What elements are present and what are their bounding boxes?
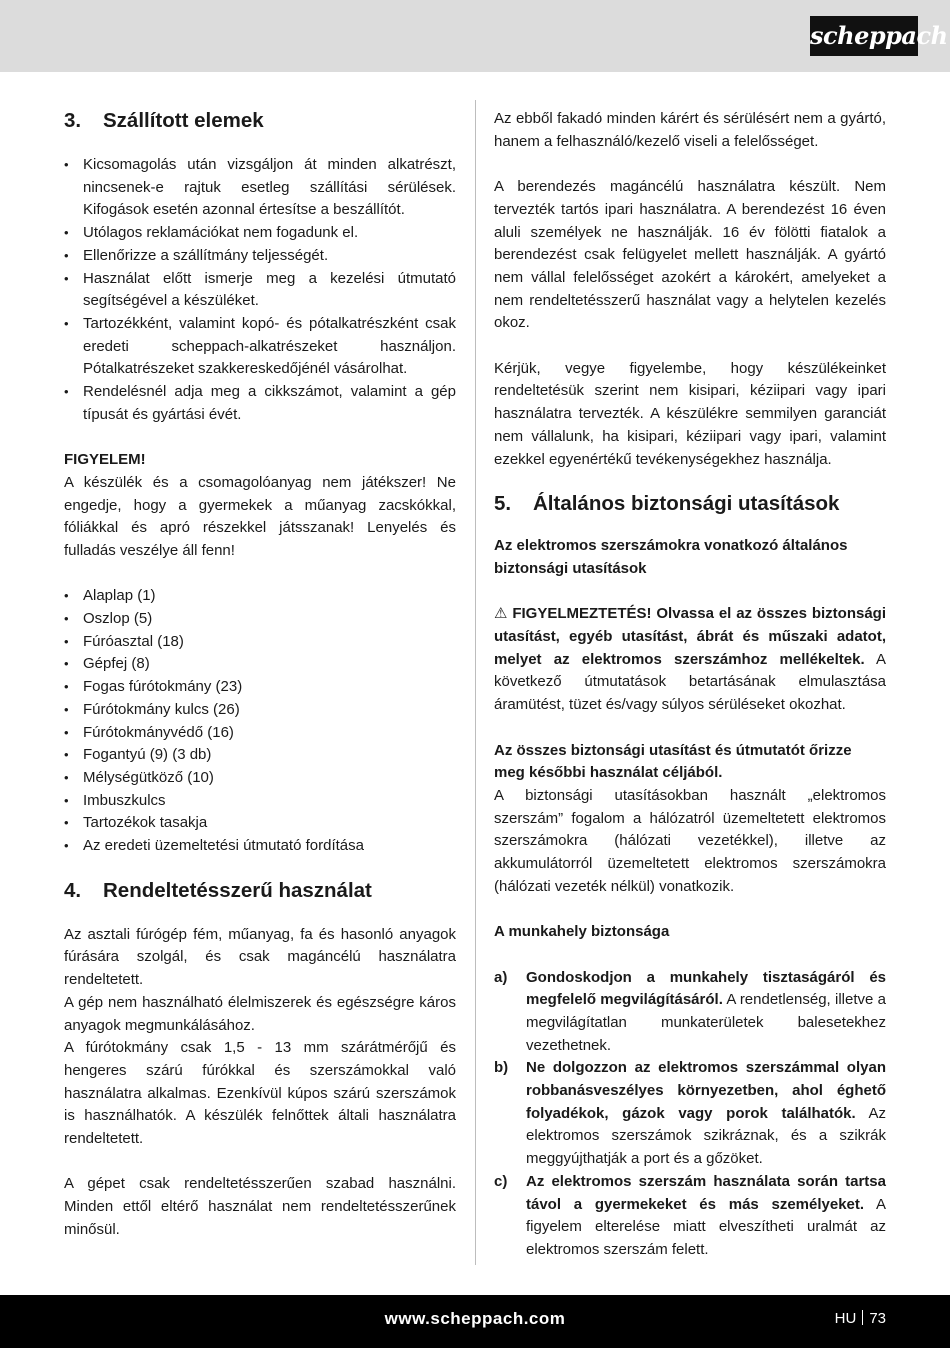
- left-column: [64, 108, 456, 1242]
- section-3-heading: 3. Szállított elemek: [64, 109, 264, 132]
- workplace-safety-list: [494, 967, 886, 1262]
- warning-triangle-icon: ⚠: [494, 605, 508, 623]
- warranty-paragraph: Kérjük, vegye figyelembe, hogy készülékeinket rendeltetésük szerint nem kisipari, kéziipari vagy ipari használatra tervezték. A készülékre semmilyen garanciát nem vállalunk, ha kisipari, kéziipari vagy ipari, valamint ezekkel egyenértékű tevékenységekhez használja.: [494, 359, 886, 468]
- section-4-heading: 4. Rendeltetésszerű használat: [64, 878, 372, 902]
- attention-text: A készülék és a csomagolóanyag nem játékszer! Ne engedje, hogy a gyermekek a műanyag zacskókkal, fóliákkal és apró részekkel játsszanak! Lenyelés és fulladás veszélye áll fenn!: [64, 473, 456, 559]
- list-item: • Alaplap (1): [64, 585, 456, 608]
- list-item: a) Gondoskodjon a munkahely tisztaságáról és megfelelő megvilágításáról. A rendetlenség, illetve a megvilágítatlan munkaterületek balesetekhez vezethetnek.: [494, 968, 886, 1054]
- list-item: • Kicsomagolás után vizsgáljon át minden alkatrészt, nincsenek-e rajtuk esetleg szállítási sérülések. Kifogások esetén azonnal értesítse a beszállítót.: [64, 154, 456, 222]
- right-column: [494, 108, 886, 1262]
- parts-list: [64, 585, 456, 857]
- delivery-checklist: [64, 154, 456, 426]
- list-item: • Tartozékként, valamint kopó- és pótalkatrészként csak eredeti scheppach-alkatrészeket használjon. Pótalkatrészeket szakkereskedőjénél vásárolhat.: [64, 313, 456, 381]
- header-bar: [0, 0, 950, 72]
- warning-text: A következő útmutatások betartásának elmulasztása áramütést, tüzet és/vagy súlyos sérüléseket okozhat.: [494, 650, 886, 714]
- list-item: • Mélységütköző (10): [64, 767, 456, 790]
- list-item: • Fúróasztal (18): [64, 631, 456, 654]
- list-item: • Imbuszkulcs: [64, 790, 456, 813]
- attention-title: FIGYELEM!: [64, 451, 146, 469]
- page-indicator: [835, 1310, 886, 1327]
- list-item: • Rendelésnél adja meg a cikkszámot, valamint a gép típusát és gyártási évét.: [64, 381, 456, 426]
- liability-paragraph: Az ebből fakadó minden kárért és sérülésért nem a gyártó, hanem a felhasználó/kezelő viseli a felelősséget.: [494, 110, 886, 150]
- list-item: • Fúrótokmány kulcs (26): [64, 699, 456, 722]
- list-item: • Oszlop (5): [64, 608, 456, 631]
- keep-instructions-heading: Az összes biztonsági utasítást és útmutatót őrizze meg későbbi használat céljából.: [494, 741, 852, 782]
- intended-use-paragraph: A gép nem használható élelmiszerek és egészségre káros anyagok megmunkálásához.: [64, 993, 456, 1034]
- list-item: • Fogantyú (9) (3 db): [64, 744, 456, 767]
- warning-block: [494, 603, 886, 717]
- keep-instructions-text: A biztonsági utasításokban használt „elektromos szerszám” fogalom a hálózatról üzemeltetett elektromos szerszámokra (hálózati vezetékkel), illetve az akkumulátorról üzemeltetett elektromos szerszámokra (hálózati vezeték nélkül) vonatkozik.: [494, 786, 886, 895]
- footer-bar: [0, 1295, 950, 1348]
- general-safety-subheading: Az elektromos szerszámokra vonatkozó általános biztonsági utasítások: [494, 537, 848, 577]
- private-use-paragraph: A berendezés magáncélú használatra készült. Nem tervezték tartós ipari használatra. A berendezést 16 éven aluli személyek ne használják. 16 év fölötti fiatalok a berendezést csak felügyelet mellett használják. A gyártó nem vállal felelősséget azokért a károkért, amelyeket a nem rendeltetésszerű használat vagy a helytelen kezelés okoz.: [494, 178, 886, 332]
- section-5-heading: 5. Általános biztonsági utasítások: [494, 492, 840, 516]
- list-item: • Fogas fúrótokmány (23): [64, 676, 456, 699]
- list-item: • Ellenőrizze a szállítmány teljességét.: [64, 245, 456, 268]
- workplace-safety-heading: A munkahely biztonsága: [494, 923, 670, 941]
- list-item: • Az eredeti üzemeltetési útmutató fordítása: [64, 835, 456, 858]
- list-item: • Gépfej (8): [64, 653, 456, 676]
- list-item: • Fúrótokmányvédő (16): [64, 722, 456, 745]
- list-item: c) Az elektromos szerszám használata során tartsa távol a gyermekeket és más személyeket. A figyelem elterelése miatt elveszítheti uralmát az elektromos szerszám felett.: [494, 1172, 886, 1258]
- list-item: • Utólagos reklamációkat nem fogadunk el.: [64, 222, 456, 245]
- list-item: b) Ne dolgozzon az elektromos szerszámmal olyan robbanásveszélyes környezetben, ahol éghető folyadékok, gázok vagy porok találhatók. Az elektromos szerszámok szikráznak, és a szikrák meggyújthatják a port és a gőzöket.: [494, 1059, 886, 1168]
- scheppach-logo: scheppach: [810, 16, 918, 56]
- intended-use-paragraph: Az asztali fúrógép fém, műanyag, fa és hasonló anyagok fúrására szolgál, és csak magáncélú használatra rendeltetett.: [64, 925, 456, 989]
- list-item: • Használat előtt ismerje meg a kezelési útmutató segítségével a készüléket.: [64, 268, 456, 313]
- list-item: • Tartozékok tasakja: [64, 812, 456, 835]
- page-number: 73: [869, 1310, 886, 1327]
- intended-use-paragraph: A fúrótokmány csak 1,5 - 13 mm szárátmérőjű és hengeres szárú fúrókkal és szerszámokkal való használatra alkalmas. Ezenkívül kúpos szárú szerszámok is használhatók. A készülék felnőttek általi használatra rendeltetett.: [64, 1039, 456, 1148]
- website-url: www.scheppach.com: [384, 1309, 566, 1328]
- intended-use-paragraph: A gépet csak rendeltetésszerűen szabad használni. Minden ettől eltérő használat nem rendeltetésszerűnek minősül.: [64, 1175, 456, 1238]
- warning-bold-text: FIGYELMEZTETÉS! Olvassa el az összes biztonsági utasítást, egyéb utasítást, ábrát és műszaki adatot, melyet az elektromos szerszámhoz mellékeltek.: [494, 605, 886, 668]
- column-divider: [475, 100, 476, 1265]
- language-code: HU: [834, 1310, 857, 1327]
